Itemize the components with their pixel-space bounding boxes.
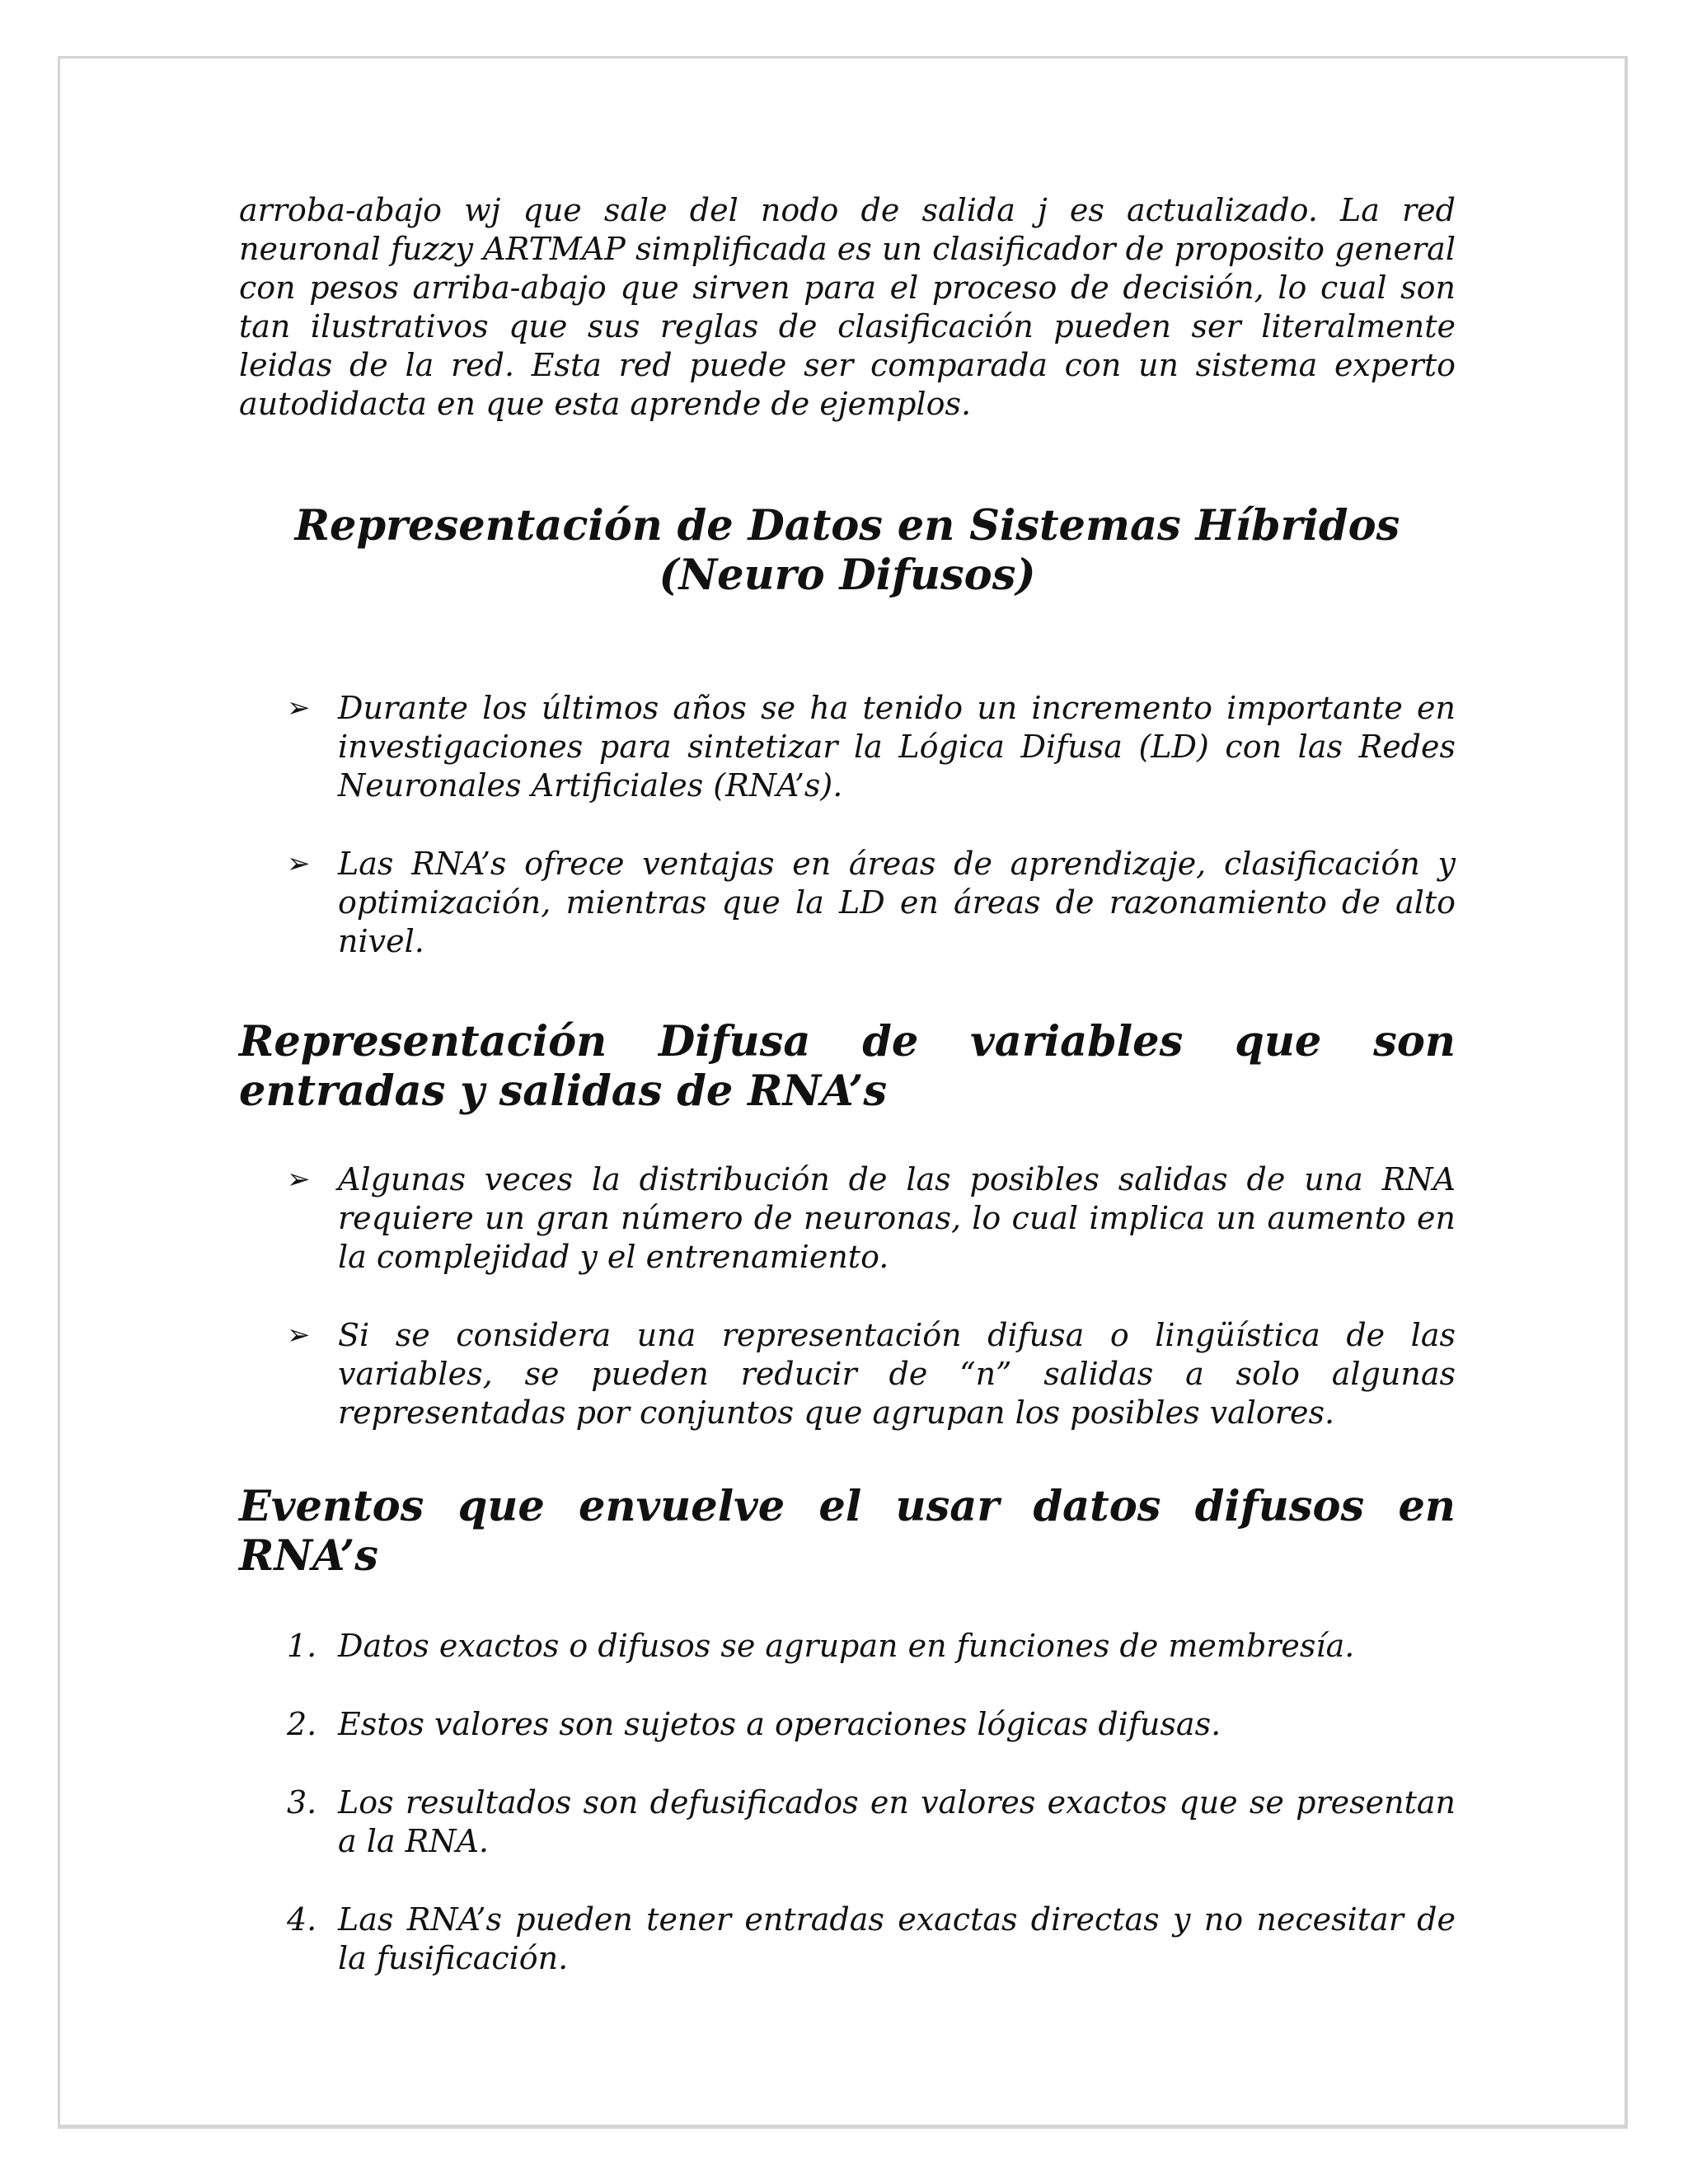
list-item	[239, 845, 1456, 961]
list-item	[239, 1160, 1456, 1277]
arrow-bullet-icon: ➢	[287, 847, 311, 880]
list-number: 2.	[287, 1706, 317, 1742]
list-item	[239, 1900, 1456, 1978]
section2-heading: Representación Difusa de variables que son entradas y salidas de RNA’s	[239, 1017, 1456, 1116]
arrow-bullet-icon: ➢	[287, 1319, 311, 1352]
list-item-text: Las RNA’s pueden tener entradas exactas directas y no necesitar de la fusificación.	[338, 1901, 1456, 1976]
list-item	[239, 1316, 1456, 1432]
section2-bullet-list	[239, 1160, 1456, 1432]
section3-heading: Eventos que envuelve el usar datos difusos en RNA’s	[239, 1482, 1456, 1581]
list-item-text: Si se considera una representación difusa o lingüística de las variables, se pueden reducir de “n” salidas a solo algunas representadas por conjuntos que agrupan los posibles valores.	[338, 1317, 1456, 1431]
intro-paragraph: arroba-abajo wj que sale del nodo de salida j es actualizado. La red neuronal fuzzy ARTMAP simplificada es un clasificador de proposito general con pesos arriba-abajo que sirven para el proceso de decisión, lo cual son tan ilustrativos que sus reglas de clasificación pueden ser literalmente leidas de la red. Esta red puede ser comparada con un sistema experto autodidacta en que esta aprende de ejemplos.	[239, 192, 1456, 422]
section3-numbered-list	[239, 1627, 1456, 1978]
list-item-text: Algunas veces la distribución de las posibles salidas de una RNA requiere un gran número de neuronas, lo cual implica un aumento en la complejidad y el entrenamiento.	[338, 1161, 1456, 1275]
list-item-text: Estos valores son sujetos a operaciones lógicas difusas.	[338, 1706, 1221, 1742]
list-number: 1.	[287, 1628, 317, 1664]
arrow-bullet-icon: ➢	[287, 691, 311, 724]
list-item-text: Durante los últimos años se ha tenido un incremento importante en investigaciones para sintetizar la Lógica Difusa (LD) con las Redes Neuronales Artificiales (RNA’s).	[338, 690, 1456, 804]
list-number: 3.	[287, 1784, 317, 1821]
list-item	[239, 1627, 1456, 1666]
list-item	[239, 689, 1456, 805]
list-item-text: Datos exactos o difusos se agrupan en funciones de membresía.	[338, 1628, 1355, 1664]
list-item-text: Los resultados son defusificados en valores exactos que se presentan a la RNA.	[338, 1784, 1456, 1859]
arrow-bullet-icon: ➢	[287, 1163, 311, 1196]
list-item	[239, 1783, 1456, 1861]
section1-heading-line2: (Neuro Difusos)	[659, 551, 1036, 600]
list-item-text: Las RNA’s ofrece ventajas en áreas de aprendizaje, clasificación y optimización, mientras que la LD en áreas de razonamiento de alto nivel.	[338, 846, 1456, 959]
section1-heading	[239, 501, 1456, 600]
section1-bullet-list	[239, 689, 1456, 961]
document-content	[239, 191, 1456, 1978]
list-number: 4.	[287, 1901, 317, 1938]
section1-heading-line1: Representación de Datos en Sistemas Híbridos	[294, 501, 1400, 551]
list-item	[239, 1705, 1456, 1744]
